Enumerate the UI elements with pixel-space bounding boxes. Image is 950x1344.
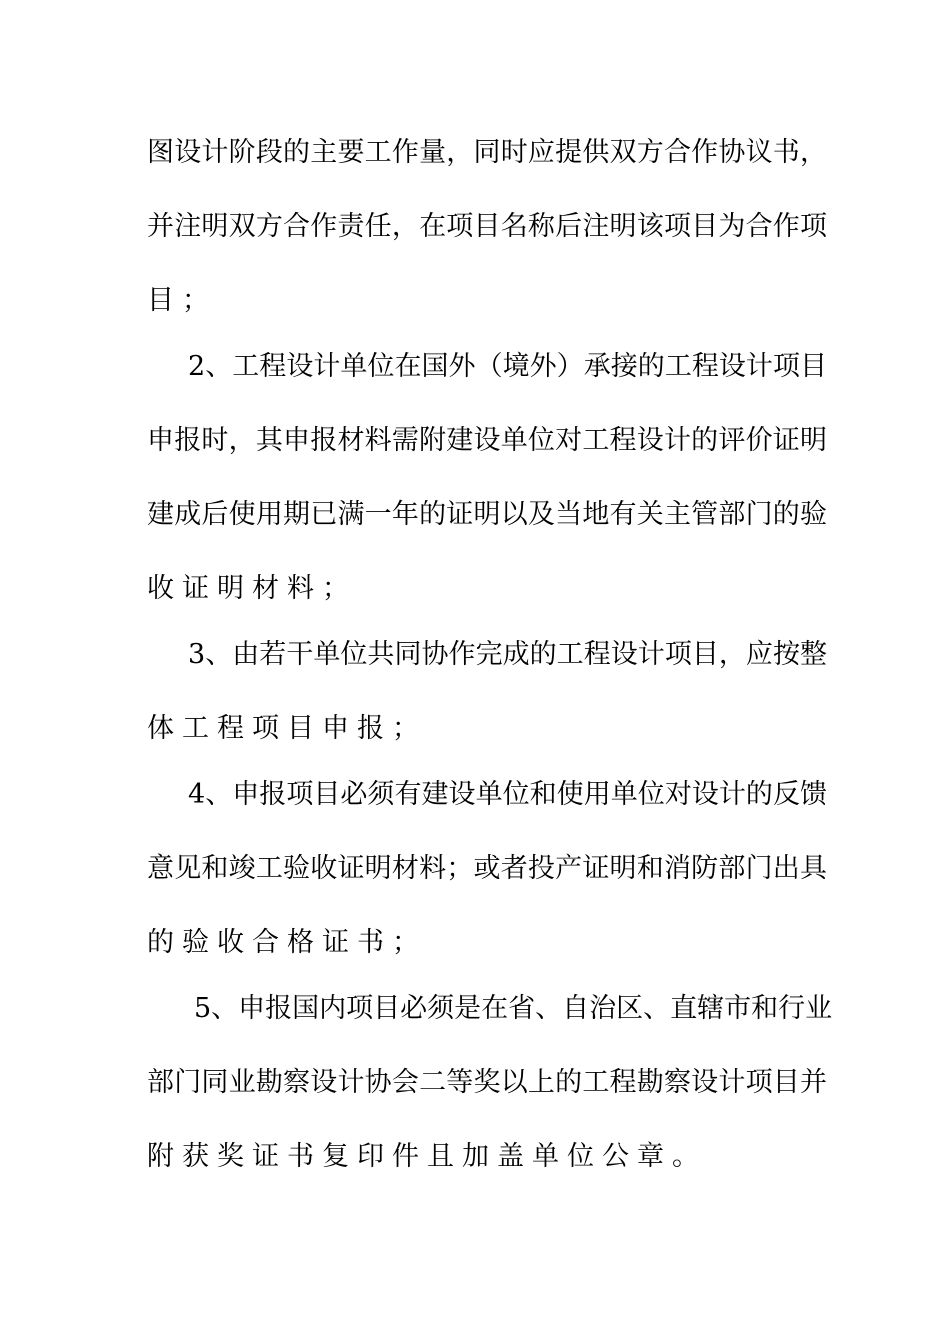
text-line: 附获奖证书复印件且加盖单位公章。 bbox=[147, 1141, 707, 1172]
text-line: 并注明双方合作责任，在项目名称后注明该项目为合作项 bbox=[147, 211, 827, 242]
text-line: 目； bbox=[147, 285, 217, 316]
text-line: 图设计阶段的主要工作量，同时应提供双方合作协议书， bbox=[147, 137, 827, 168]
text-line: 2、工程设计单位在国外（境外）承接的工程设计项目 bbox=[188, 351, 827, 382]
text-line: 4、申报项目必须有建设单位和使用单位对设计的反馈 bbox=[188, 779, 827, 810]
text-line: 部门同业勘察设计协会二等奖以上的工程勘察设计项目并 bbox=[147, 1067, 827, 1098]
text-line: 收证明材料； bbox=[147, 573, 357, 604]
text-line: 5、申报国内项目必须是在省、自治区、直辖市和行业 bbox=[194, 993, 833, 1024]
text-line: 申报时，其申报材料需附建设单位对工程设计的评价证明 bbox=[147, 425, 827, 456]
text-line: 建成后使用期已满一年的证明以及当地有关主管部门的验 bbox=[147, 499, 827, 530]
text-line: 体工程项目申报； bbox=[147, 713, 427, 744]
text-line: 3、由若干单位共同协作完成的工程设计项目，应按整 bbox=[188, 639, 827, 670]
text-line: 意见和竣工验收证明材料；或者投产证明和消防部门出具 bbox=[147, 853, 827, 884]
text-line: 的验收合格证书； bbox=[147, 927, 427, 958]
